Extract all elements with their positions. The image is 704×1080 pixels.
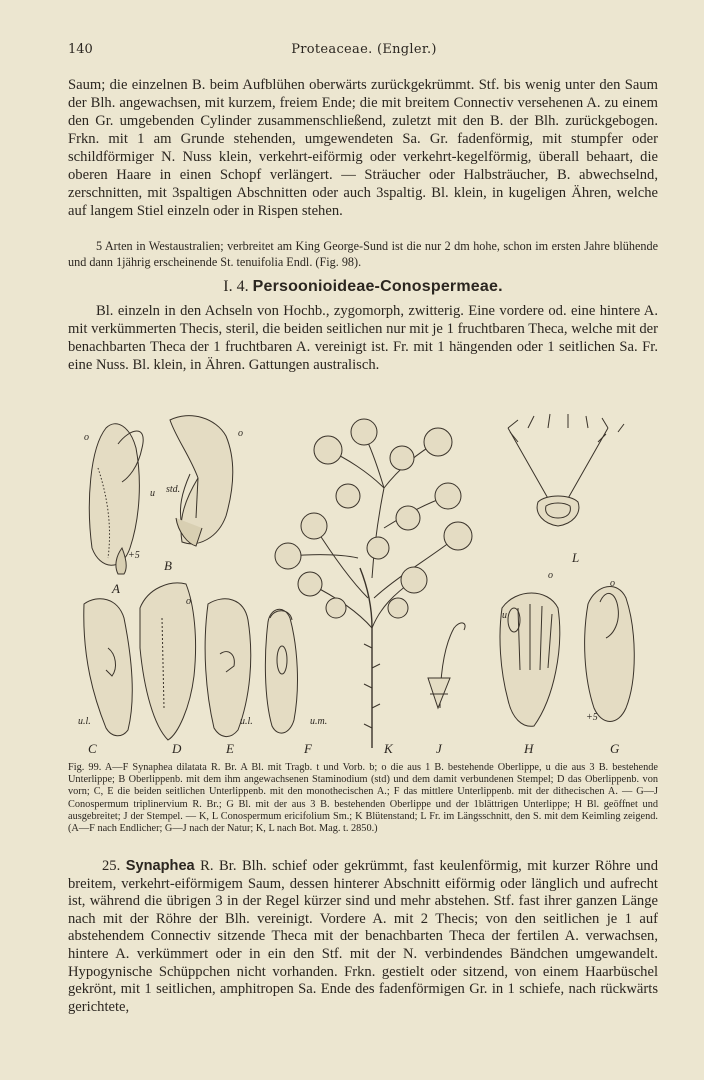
sublabel-t5-g: +5 [586,712,598,723]
sublabel-o-a: o [84,432,89,443]
sublabel-ul-c: u.l. [78,716,91,727]
figure-part-j [428,623,465,708]
sublabel-o-d: o [186,596,191,607]
sublabel-o-h: o [548,570,553,581]
distribution-note: 5 Arten in Westaustralien; verbreitet am King George-Sund ist die nur 2 dm hohe, schon im ersten Jahre blühende und dann 1jährig erscheinende St. tenuifolia Endl. (Fig. 98). [68,239,658,269]
section-paragraph: Bl. einzeln in den Achseln von Hochb., zygomorph, zwitterig. Eine vordere od. eine hintere A. mit verkümmerten Thecis, steril, die beiden seitlichen nur mit je 1 fruchtbaren Theca, welche mit der benachbarten Theca der 1 fruchtbaren A. vereinigt ist. Fr. mit 1 hängenden oder 1 seitlichen Sa. Fr. eine Nuss. Bl. klein, in Ähren. Gattungen australisch. [68,303,658,373]
label-k: K [384,741,393,756]
sublabel-ul-e: u.l. [240,716,253,727]
genus-number: 25. [102,858,121,874]
genus-paragraph [68,858,658,1016]
label-e: E [226,741,234,756]
label-b: B [164,558,172,573]
figure-part-c [84,599,133,736]
section-heading [68,278,658,296]
label-h: H [524,741,534,756]
label-a: A [112,581,120,596]
genus-text: R. Br. Blh. schief oder gekrümmt, fast keulenförmig, mit kurzer Röhre und breitem, verkehrt-eiförmigem Saum, dessen hinterer Abschnitt eiförmig oder länglich und aufrecht ist, während die übrigen 3 in der Regel kürzer sind und mehr abstehen. Stf. fast ihrer ganzen Länge nach mit der Röhre der Blh. vereinigt. Vordere A. mit 2 Thecis; von den seitlichen je 1 auf abstehendem Connectiv sitzende Theca mit der benachbarten Theca der fertilen A. verwachsen, hintere A. verkümmert oder in ein den Stf. mit der N. verbindendes Bändchen umgewandelt. Hypogynische Schüppchen nicht vorhanden. Frkn. gestielt oder sitzend, von einem Haarbüschel gekrönt, mit 1 seitlichen, amphitropen Sa. Ende des fadenförmigen Gr. in 1 schiefe, nach rückwärts gerichtete, [68,858,658,1015]
figure-part-l [508,414,624,526]
sublabel-o-b: o [238,428,243,439]
figure-drawing [78,408,658,760]
label-d: D [172,741,182,756]
label-j: J [436,741,442,756]
sublabel-std: std. [166,484,181,495]
figure-part-f [265,609,297,733]
page-header [68,42,660,62]
page-number: 140 [68,42,93,57]
figure-part-h [500,593,560,726]
label-l: L [572,550,580,565]
sublabel-o-g: o [610,578,615,589]
running-title: Proteaceae. (Engler.) [291,42,437,57]
genus-name: Synaphea [125,858,195,874]
label-f: F [304,741,312,756]
sublabel-um-f: u.m. [310,716,328,727]
label-c: C [88,741,97,756]
sublabel-u-a: u [150,488,155,499]
section-title: Persoonioideae-Conospermeae. [252,278,503,295]
sublabel-t5-a: +5 [128,550,140,561]
top-paragraph: Saum; die einzelnen B. beim Aufblühen oberwärts zurückgekrümmt. Stf. bis wenig unter den Saum der Blh. angewachsen, mit kurzem, freiem Ende; die mit breitem Connectiv versehenen A. zu einem den Gr. umgebenden Cylinder zusammenschließend, zuletzt mit den B. der Blh. zurückgebogen. Frkn. mit 1 am Grunde stehenden, umgewendeten Sa. Gr. fadenförmig, mit stumpfer oder schildförmiger N. Nuss klein, verkehrt-eiförmig oder verkehrt-kegelförmig, überall behaart, die oberen Haare in einen Schopf verlängert. — Sträucher oder Halbsträucher, B. abwechselnd, zerschnitten, mit 3spaltigen Abschnitten oder auch 3spaltig. Bl. klein, in kugeligen Ähren, welche auf langem Stiel einzeln oder in Rispen stehen. [68,77,658,219]
figure-part-g [585,587,635,722]
figure-caption: Fig. 99. A—F Synaphea dilatata R. Br. A Bl. mit Tragb. t und Vorb. b; o die aus 1 B. bestehende Oberlippe, u die aus 3 B. bestehende Unterlippe; B Oberlippenb. mit dem ihm angewachsenen Staminodium (std) und dem damit verbundenen Stempel; D das Oberlippenb. von vorn; C, E die beiden seitlichen Unterlippenb. mit den monothecischen A.; F das mittlere Unterlippenb. mit der dithecischen A. — G—J Conospermum triplinervium R. Br.; G Bl. mit der aus 3 B. bestehenden Oberlippe und der 1blättrigen Unterlippe; H Bl. geöffnet und ausgebreitet; J der Stempel. — K, L Conospermum ericifolium Sm.; K Blütenstand; L Fr. im Längsschnitt, den S. mit dem Keimling zeigend. (A—F nach Endlicher; G—J nach der Natur; K, L nach Bot. Mag. t. 2850.) [68,762,658,835]
figure-part-b [170,416,233,546]
figure-part-k [275,419,472,748]
botanical-figure [78,408,658,760]
sublabel-u-h: u [502,610,507,621]
section-number: I. 4. [223,278,249,295]
label-g: G [610,741,620,756]
